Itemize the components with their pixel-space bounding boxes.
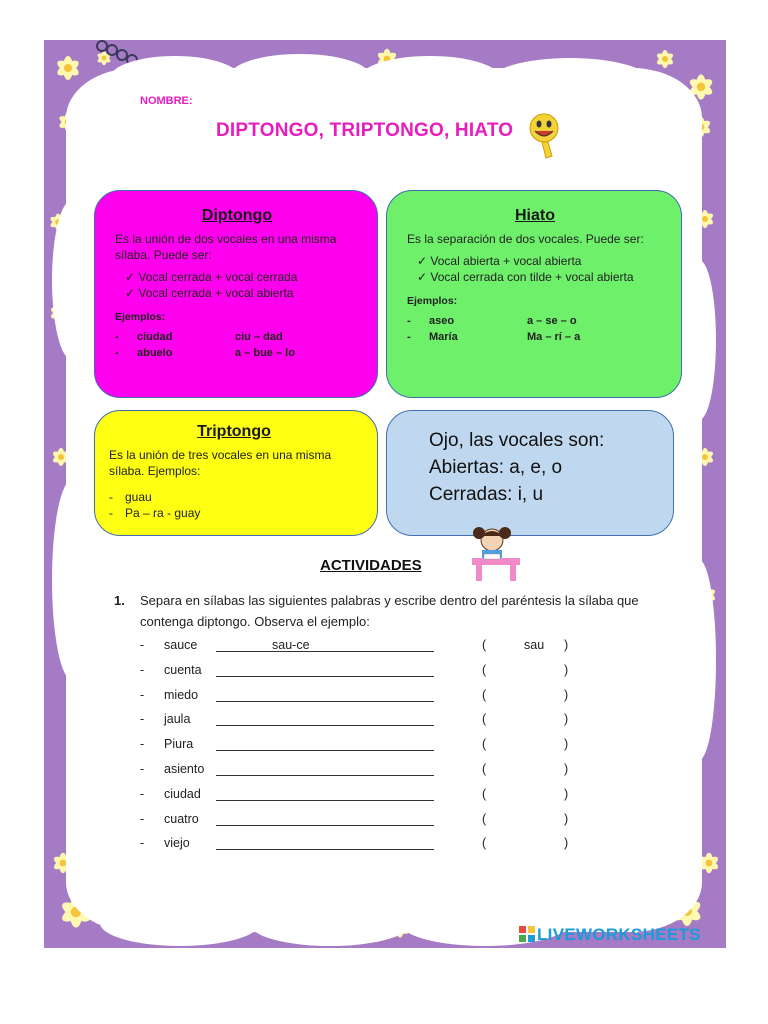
smiley-icon	[526, 112, 562, 162]
paper-edge	[682, 260, 716, 420]
paper-edge	[360, 56, 500, 100]
hiato-examples-label: Ejemplos:	[407, 295, 458, 307]
hiato-card	[386, 190, 682, 398]
liveworksheets-logo-icon	[519, 926, 535, 942]
row-dash: -	[140, 662, 145, 677]
close-paren: )	[564, 662, 569, 677]
paper-edge	[250, 902, 410, 946]
name-label: NOMBRE:	[140, 95, 193, 107]
activity-row	[140, 737, 580, 759]
note-line: Ojo, las vocales son:	[429, 430, 605, 451]
diptongo-definition: Es la unión de dos vocales en una misma sílaba. Puede ser:	[115, 232, 337, 262]
paper-edge	[52, 480, 92, 680]
row-dash: -	[140, 712, 145, 727]
close-paren: )	[564, 786, 569, 801]
open-paren: (	[482, 811, 487, 826]
open-paren: (	[482, 662, 487, 677]
diptongo-bullet: ✓ Vocal cerrada + vocal cerrada	[125, 270, 298, 284]
answer-line[interactable]	[216, 701, 434, 702]
vowels-note-card	[386, 410, 674, 536]
paper-edge	[230, 54, 370, 98]
answer-field[interactable]: sau-ce	[272, 638, 310, 652]
brand-name: LIVEWORKSHEETS	[537, 925, 701, 944]
open-paren: (	[482, 762, 487, 776]
row-dash: -	[140, 786, 145, 801]
close-paren: )	[564, 737, 569, 752]
open-paren: (	[482, 712, 487, 727]
paper-edge	[52, 200, 92, 360]
answer-line[interactable]	[216, 849, 434, 850]
hiato-definition: Es la separación de dos vocales. Puede ser:	[407, 232, 644, 246]
activities-title: ACTIVIDADES	[320, 557, 422, 574]
row-dash: -	[140, 762, 145, 776]
flower-icon	[650, 44, 680, 74]
open-paren: (	[482, 836, 487, 851]
answer-line[interactable]	[216, 775, 434, 776]
answer-line[interactable]	[216, 725, 434, 726]
activity-instruction: contenga diptongo. Observa el ejemplo:	[140, 614, 370, 629]
diptongo-card	[94, 190, 378, 398]
paper-edge	[110, 56, 240, 100]
diptongo-examples-label: Ejemplos:	[115, 311, 166, 323]
diptongo-title: Diptongo	[201, 207, 273, 224]
answer-line[interactable]	[216, 825, 434, 826]
close-paren: )	[564, 811, 569, 826]
girl-studying-icon	[462, 524, 526, 586]
activity-row	[140, 787, 580, 809]
row-dash: -	[140, 687, 145, 702]
row-dash: -	[140, 638, 145, 652]
activity-row	[140, 762, 580, 784]
row-dash: -	[140, 811, 145, 826]
example-row: - abuelo a – bue – lo	[115, 347, 295, 359]
hiato-bullet: ✓ Vocal cerrada con tilde + vocal abierta	[417, 270, 634, 284]
answer-line[interactable]	[216, 750, 434, 751]
activity-row	[140, 638, 580, 660]
paper-edge	[682, 560, 716, 760]
row-word: jaula	[164, 712, 191, 727]
answer-line[interactable]	[216, 676, 434, 677]
activity-row	[140, 663, 580, 685]
row-word: asiento	[164, 762, 205, 776]
activity-row	[140, 836, 580, 858]
row-dash: -	[140, 836, 145, 851]
activity-row	[140, 688, 580, 710]
note-line: Abiertas: a, e, o	[429, 457, 563, 478]
triptongo-card	[94, 410, 378, 536]
open-paren: (	[482, 638, 487, 652]
triptongo-example: - Pa – ra - guay	[109, 506, 201, 520]
row-word: cuatro	[164, 811, 199, 826]
row-dash: -	[140, 737, 145, 752]
answer-line[interactable]	[216, 651, 434, 652]
row-word: cuenta	[164, 662, 202, 677]
note-line: Cerradas: i, u	[429, 484, 544, 505]
activity-instruction: Separa en sílabas las siguientes palabras y escribe dentro del paréntesis la sílaba que	[140, 593, 639, 608]
close-paren: )	[564, 712, 569, 727]
syllable-field[interactable]: sau	[524, 638, 545, 652]
diptongo-bullet: ✓ Vocal cerrada + vocal abierta	[125, 286, 294, 300]
example-row: - ciudad ciu – dad	[115, 331, 283, 343]
close-paren: )	[564, 762, 569, 776]
answer-line[interactable]	[216, 800, 434, 801]
triptongo-example: - guau	[109, 490, 152, 504]
close-paren: )	[564, 836, 569, 851]
paper-edge	[100, 900, 260, 946]
hiato-bullet: ✓ Vocal abierta + vocal abierta	[417, 254, 582, 268]
activity-row	[140, 812, 580, 834]
paper-edge	[490, 58, 650, 104]
example-row: - María Ma – rí – a	[407, 331, 581, 343]
activity-number: 1.	[114, 593, 125, 608]
hiato-title: Hiato	[515, 207, 555, 224]
row-word: ciudad	[164, 786, 201, 801]
row-word: miedo	[164, 687, 199, 702]
row-word: sauce	[164, 638, 198, 652]
activity-row	[140, 712, 580, 734]
flower-icon	[48, 48, 88, 88]
row-word: Piura	[164, 737, 194, 752]
close-paren: )	[564, 638, 569, 652]
close-paren: )	[564, 687, 569, 702]
open-paren: (	[482, 737, 487, 752]
open-paren: (	[482, 687, 487, 702]
row-word: viejo	[164, 836, 190, 851]
example-row: - aseo a – se – o	[407, 315, 577, 327]
page-title: DIPTONGO, TRIPTONGO, HIATO	[216, 120, 514, 141]
triptongo-definition: Es la unión de tres vocales en una misma sílaba. Ejemplos:	[109, 448, 332, 478]
open-paren: (	[482, 786, 487, 801]
triptongo-title: Triptongo	[197, 423, 271, 440]
